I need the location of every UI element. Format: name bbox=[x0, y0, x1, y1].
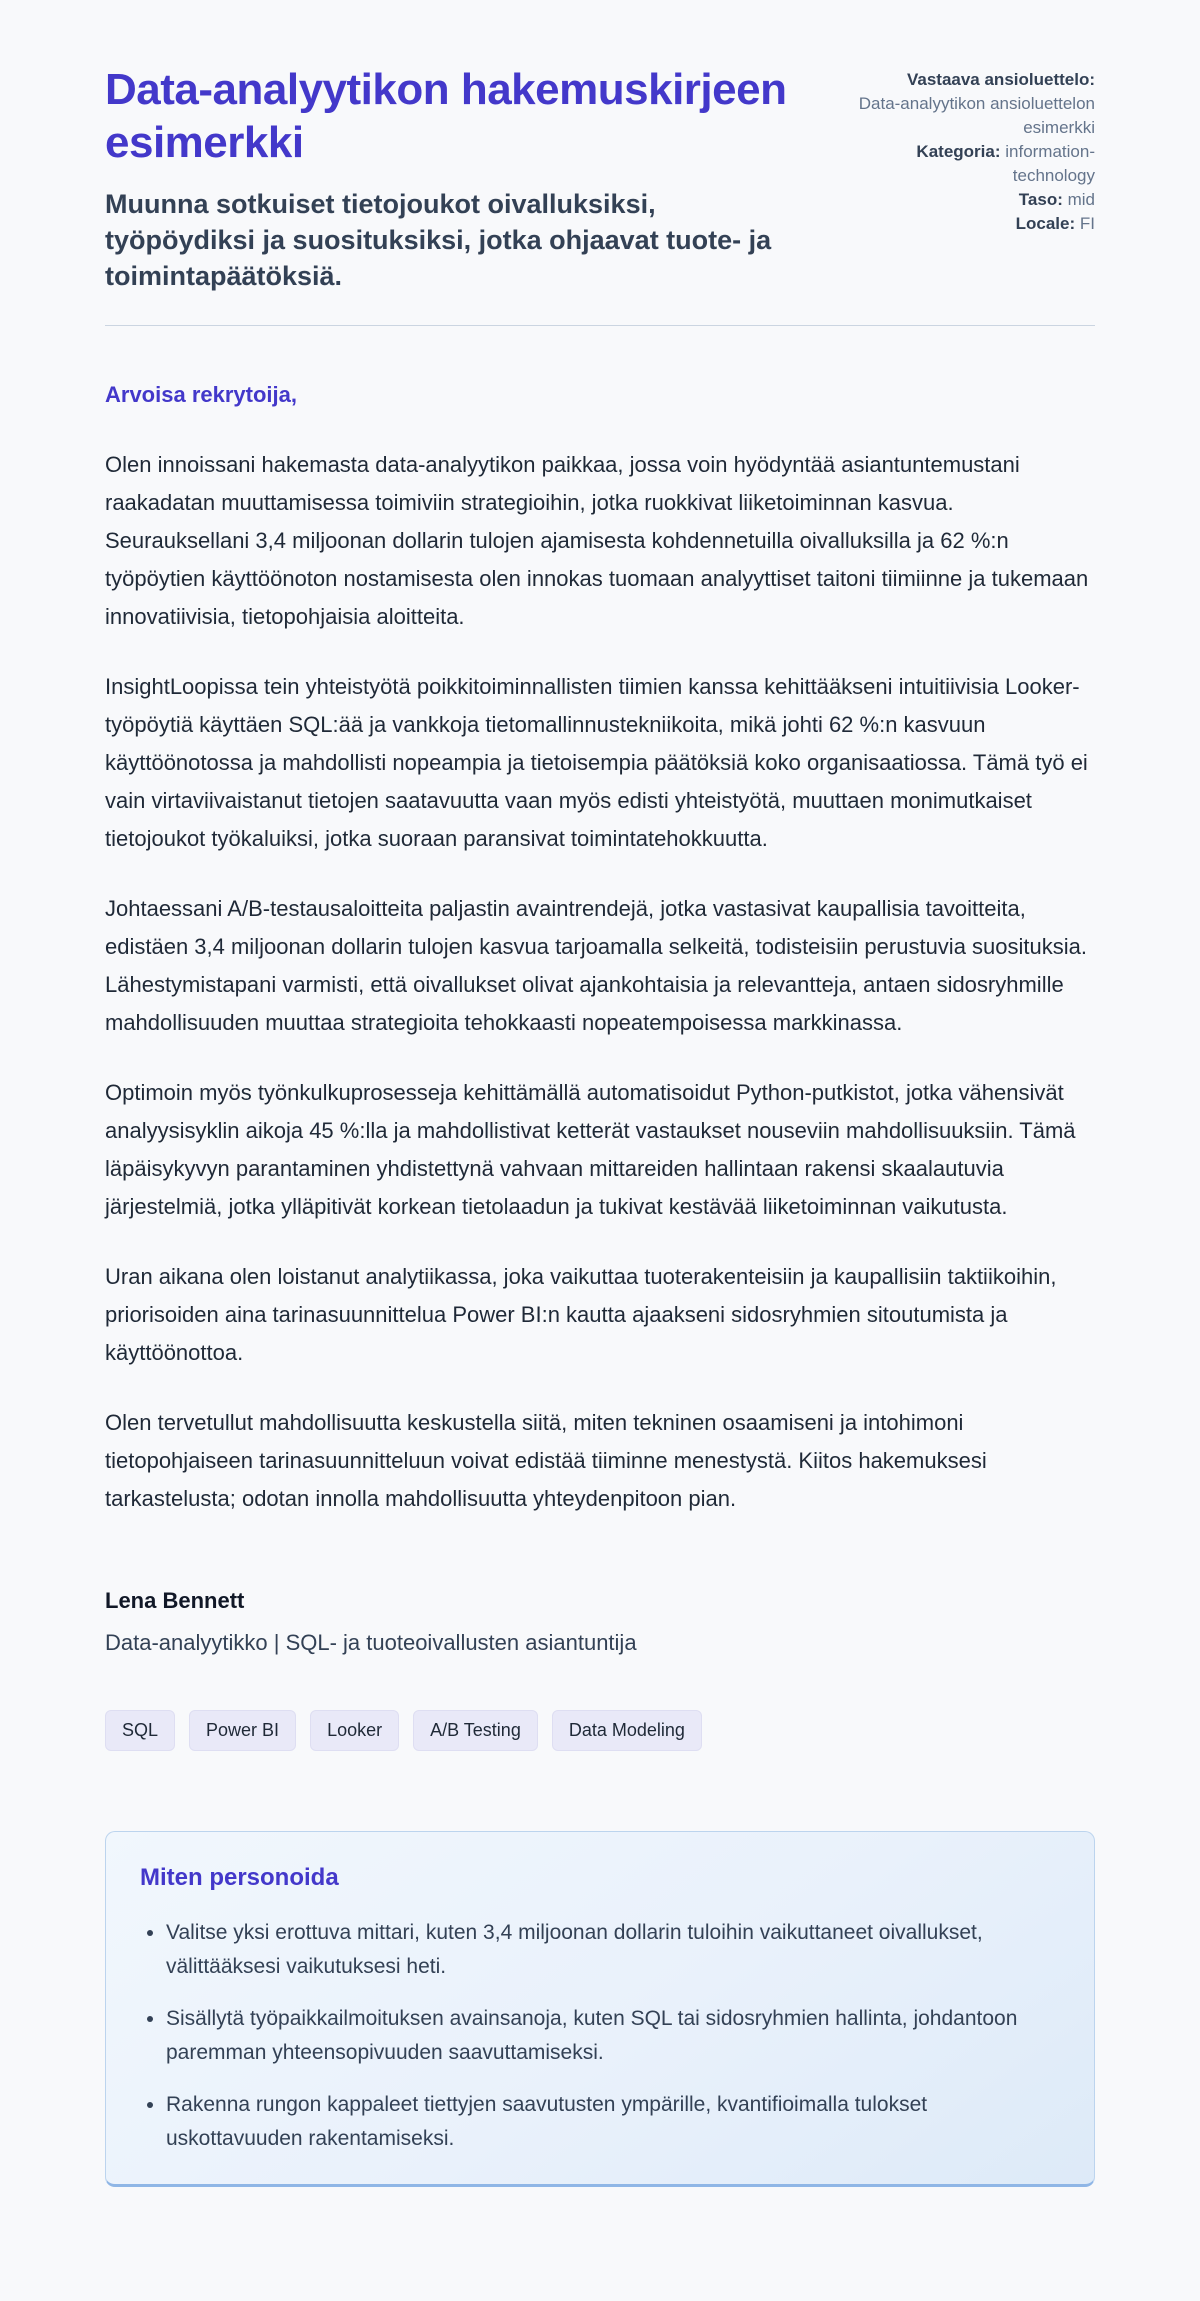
page bbox=[105, 0, 1095, 2257]
meta-locale-label: Locale: bbox=[1015, 214, 1076, 233]
meta-category bbox=[855, 140, 1095, 188]
letter-paragraph: Uran aikana olen loistanut analytiikassa, joka vaikuttaa tuoterakenteisiin ja kaupallisiin taktiikoihin, priorisoiden aina tarinasuunnittelua Power BI:n kautta ajaakseni sidosryhmien sitoutumista ja käyttöönottoa. bbox=[105, 1263, 1057, 1365]
meta-locale-value: FI bbox=[1079, 214, 1095, 233]
meta-matching-resume bbox=[855, 68, 1095, 140]
signature-name: Lena Bennett bbox=[105, 1587, 245, 1613]
letter-greeting: Arvoisa rekrytoija, bbox=[105, 381, 297, 407]
signature-block bbox=[105, 1588, 1095, 1656]
signature-title: Data-analyytikko | SQL- ja tuoteoivallusten asiantuntija bbox=[105, 1629, 637, 1655]
page-title: Data-analyytikon hakemuskirjeen esimerkki bbox=[105, 65, 787, 167]
tag-list bbox=[105, 1710, 1095, 1751]
meta-category-value: information-technology bbox=[1005, 142, 1095, 185]
meta-level-label: Taso: bbox=[1018, 190, 1063, 209]
letter-paragraph: InsightLoopissa tein yhteistyötä poikkitoiminnallisten tiimien kanssa kehittääkseni intuitiivisia Looker-työpöytiä käyttäen SQL:ää ja vankkoja tietomallinnustekniikoita, mikä johti 62 %:n kasvuun käyttöönotossa ja mahdollisti nopeampia ja tietoisempia päätöksiä koko organisaatiossa. Tämä työ ei vain virtaviivaistanut tietojen saatavuutta vaan myös edisti yhteistyötä, muuttaen monimutkaiset tietojoukot työkaluiksi, jotka suoraan paransivat toimintatehokkuutta. bbox=[105, 673, 1088, 851]
letter-paragraph: Optimoin myös työnkulkuprosesseja kehittämällä automatisoidut Python-putkistot, jotka vähensivät analyysisyklin aikoja 45 %:lla ja mahdollistivat ketterät vastaukset nouseviin mahdollisuuksiin. Tämä läpäisykyvyn parantaminen yhdistettynä vahvaan mittareiden hallintaan rakensi skaalautuvia järjestelmiä, jotka ylläpitivät korkean tietolaadun ja tukivat kestävää liiketoiminnan vaikutusta. bbox=[105, 1079, 1076, 1219]
meta-category-label: Kategoria: bbox=[916, 142, 1001, 161]
callout-item: • Valitse yksi erottuva mittari, kuten 3,4 miljoonan dollarin tuloihin vaikuttaneet oivallukset, välittääksesi vaikutuksesi heti. bbox=[166, 1916, 1060, 1984]
header-divider bbox=[105, 325, 1095, 326]
cover-letter bbox=[105, 376, 1095, 1656]
header-title-block bbox=[105, 64, 795, 295]
tag-power-bi: Power BI bbox=[189, 1710, 296, 1751]
page-subtitle: Muunna sotkuiset tietojoukot oivalluksiksi, työpöydiksi ja suosituksiksi, jotka ohjaavat tuote- ja toimintapäätöksiä. bbox=[105, 188, 772, 292]
personalize-callout bbox=[105, 1831, 1095, 2187]
header bbox=[105, 64, 1095, 295]
tag-data-modeling: Data Modeling bbox=[552, 1710, 702, 1751]
callout-item: • Rakenna rungon kappaleet tiettyjen saavutusten ympärille, kvantifioimalla tulokset uskottavuuden rakentamiseksi. bbox=[166, 2088, 1060, 2156]
letter-paragraph: Johtaessani A/B-testausaloitteita paljastin avaintrendejä, jotka vastasivat kaupallisia tavoitteita, edistäen 3,4 miljoonan dollarin tulojen kasvua tarjoamalla selkeitä, todisteisiin perustuvia suosituksia. Lähestymistapani varmisti, että oivallukset olivat ajankohtaisia ja relevantteja, antaen sidosryhmille mahdollisuuden muuttaa strategioita tehokkaasti nopeatempoisessa markkinassa. bbox=[105, 895, 1087, 1035]
meta-level-value: mid bbox=[1067, 190, 1095, 209]
letter-paragraph: Olen innoissani hakemasta data-analyytikon paikkaa, jossa voin hyödyntää asiantuntemustani raakadatan muuttamisessa toimiviin strategioihin, jotka ruokkivat liiketoiminnan kasvua. Seurauksellani 3,4 miljoonan dollarin tulojen ajamisesta kohdennetuilla oivalluksilla ja 62 %:n työpöytien käyttöönoton nostamisesta olen innokas tuomaan analyyttiset taitoni tiimiinne ja tukemaan innovatiivisia, tietopohjaisia aloitteita. bbox=[105, 451, 1089, 629]
meta-panel bbox=[855, 64, 1095, 236]
meta-locale bbox=[855, 212, 1095, 236]
meta-level bbox=[855, 188, 1095, 212]
callout-list bbox=[140, 1916, 1060, 2156]
meta-matching-resume-label: Vastaava ansioluettelo: bbox=[906, 70, 1095, 89]
letter-paragraph: Olen tervetullut mahdollisuutta keskustella siitä, miten tekninen osaamiseni ja intohimoni tietopohjaiseen tarinasuunnitteluun voivat edistää tiiminne menestystä. Kiitos hakemuksesi tarkastelusta; odotan innolla mahdollisuutta yhteydenpitoon pian. bbox=[105, 1409, 987, 1511]
callout-title: Miten personoida bbox=[140, 1863, 339, 1891]
meta-matching-resume-value: Data-analyytikon ansioluettelon esimerkki bbox=[858, 94, 1095, 137]
callout-item: • Sisällytä työpaikkailmoituksen avainsanoja, kuten SQL tai sidosryhmien hallinta, johdantoon paremman yhteensopivuuden saavuttamiseksi. bbox=[166, 2002, 1060, 2070]
tag-looker: Looker bbox=[310, 1710, 399, 1751]
tag-sql: SQL bbox=[105, 1710, 175, 1751]
tag-ab-testing: A/B Testing bbox=[413, 1710, 538, 1751]
